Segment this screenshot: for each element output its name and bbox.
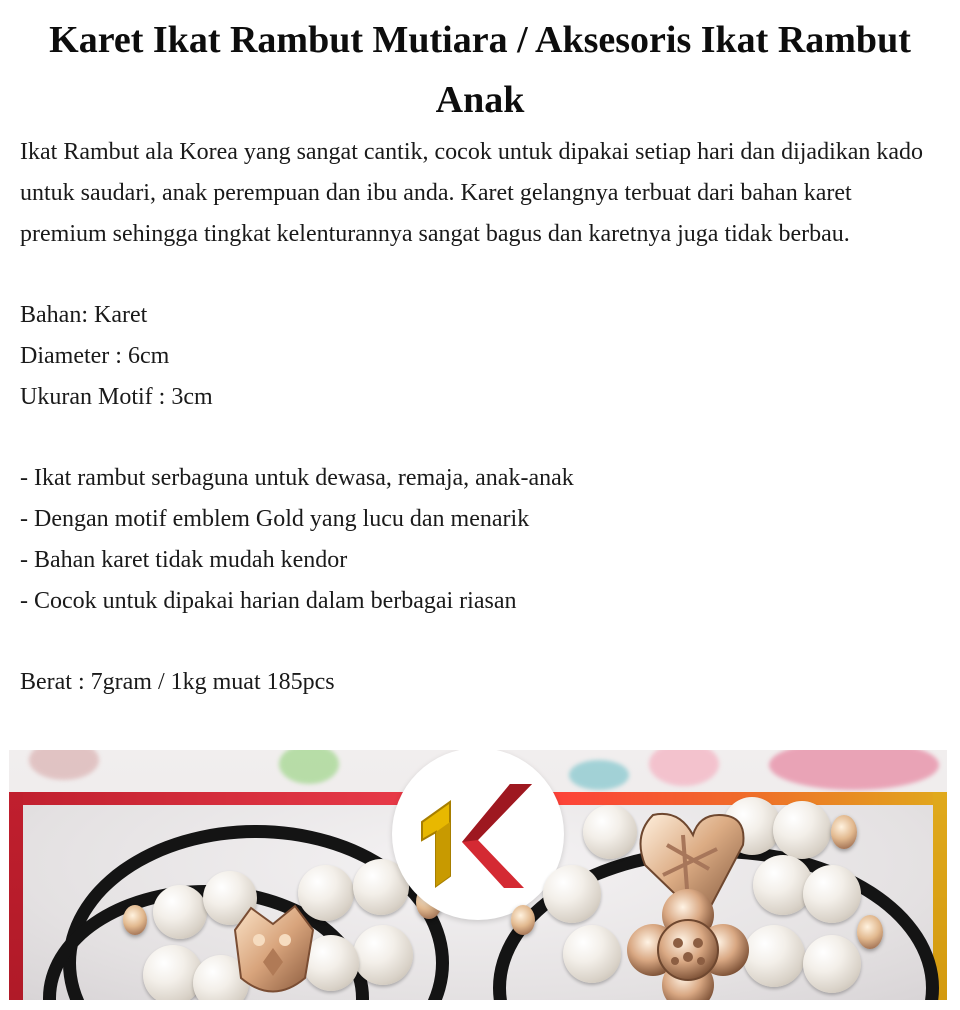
bg-flower (29, 750, 99, 780)
gold-bead (123, 905, 147, 935)
gold-bead (831, 815, 857, 849)
spec-material: Bahan: Karet (20, 302, 148, 329)
product-description (20, 132, 940, 703)
spacer (20, 418, 940, 459)
crown-emblem-icon (223, 900, 323, 1000)
product-image (9, 750, 947, 1000)
feature-item: - Ikat rambut serbaguna untuk dewasa, remaja, anak-anak (20, 465, 574, 492)
pearl-bead (803, 935, 861, 993)
flower-emblem-icon (623, 885, 753, 1000)
weight-info: Berat : 7gram / 1kg muat 185pcs (20, 669, 335, 696)
pearl-bead (773, 801, 831, 859)
gold-bead (857, 915, 883, 949)
feature-item: - Bahan karet tidak mudah kendor (20, 546, 348, 573)
spacer (20, 622, 940, 663)
bg-flower (769, 750, 939, 790)
pearl-bead (353, 925, 413, 985)
brand-logo (392, 750, 564, 920)
feature-item: - Dengan motif emblem Gold yang lucu dan menarik (20, 506, 530, 533)
pearl-bead (543, 865, 601, 923)
pearl-bead (803, 865, 861, 923)
spec-motif-size: Ukuran Motif : 3cm (20, 383, 213, 410)
pearl-bead (563, 925, 621, 983)
pearl-bead (153, 885, 207, 939)
spec-diameter: Diameter : 6cm (20, 342, 170, 369)
intro-paragraph: Ikat Rambut ala Korea yang sangat cantik, cocok untuk dipakai setiap hari dan dijadikan kado untuk saudari, anak perempuan dan ibu anda. Karet gelangnya terbuat dari bahan karet premium sehingga tingkat kelenturannya sangat bagus dan karetnya juga tidak berbau. (20, 139, 924, 247)
gold-bead (511, 905, 535, 935)
frame-border-left (9, 792, 23, 1000)
bg-flower (649, 750, 719, 786)
bg-flower (279, 750, 339, 784)
bg-flower (569, 760, 629, 790)
spacer (20, 254, 940, 295)
brand-logo-icon (392, 750, 564, 920)
product-photo (23, 805, 933, 1000)
feature-item: - Cocok untuk dipakai harian dalam berbagai riasan (20, 587, 517, 614)
product-title: Karet Ikat Rambut Mutiara / Aksesoris Ikat Rambut Anak (49, 19, 911, 121)
